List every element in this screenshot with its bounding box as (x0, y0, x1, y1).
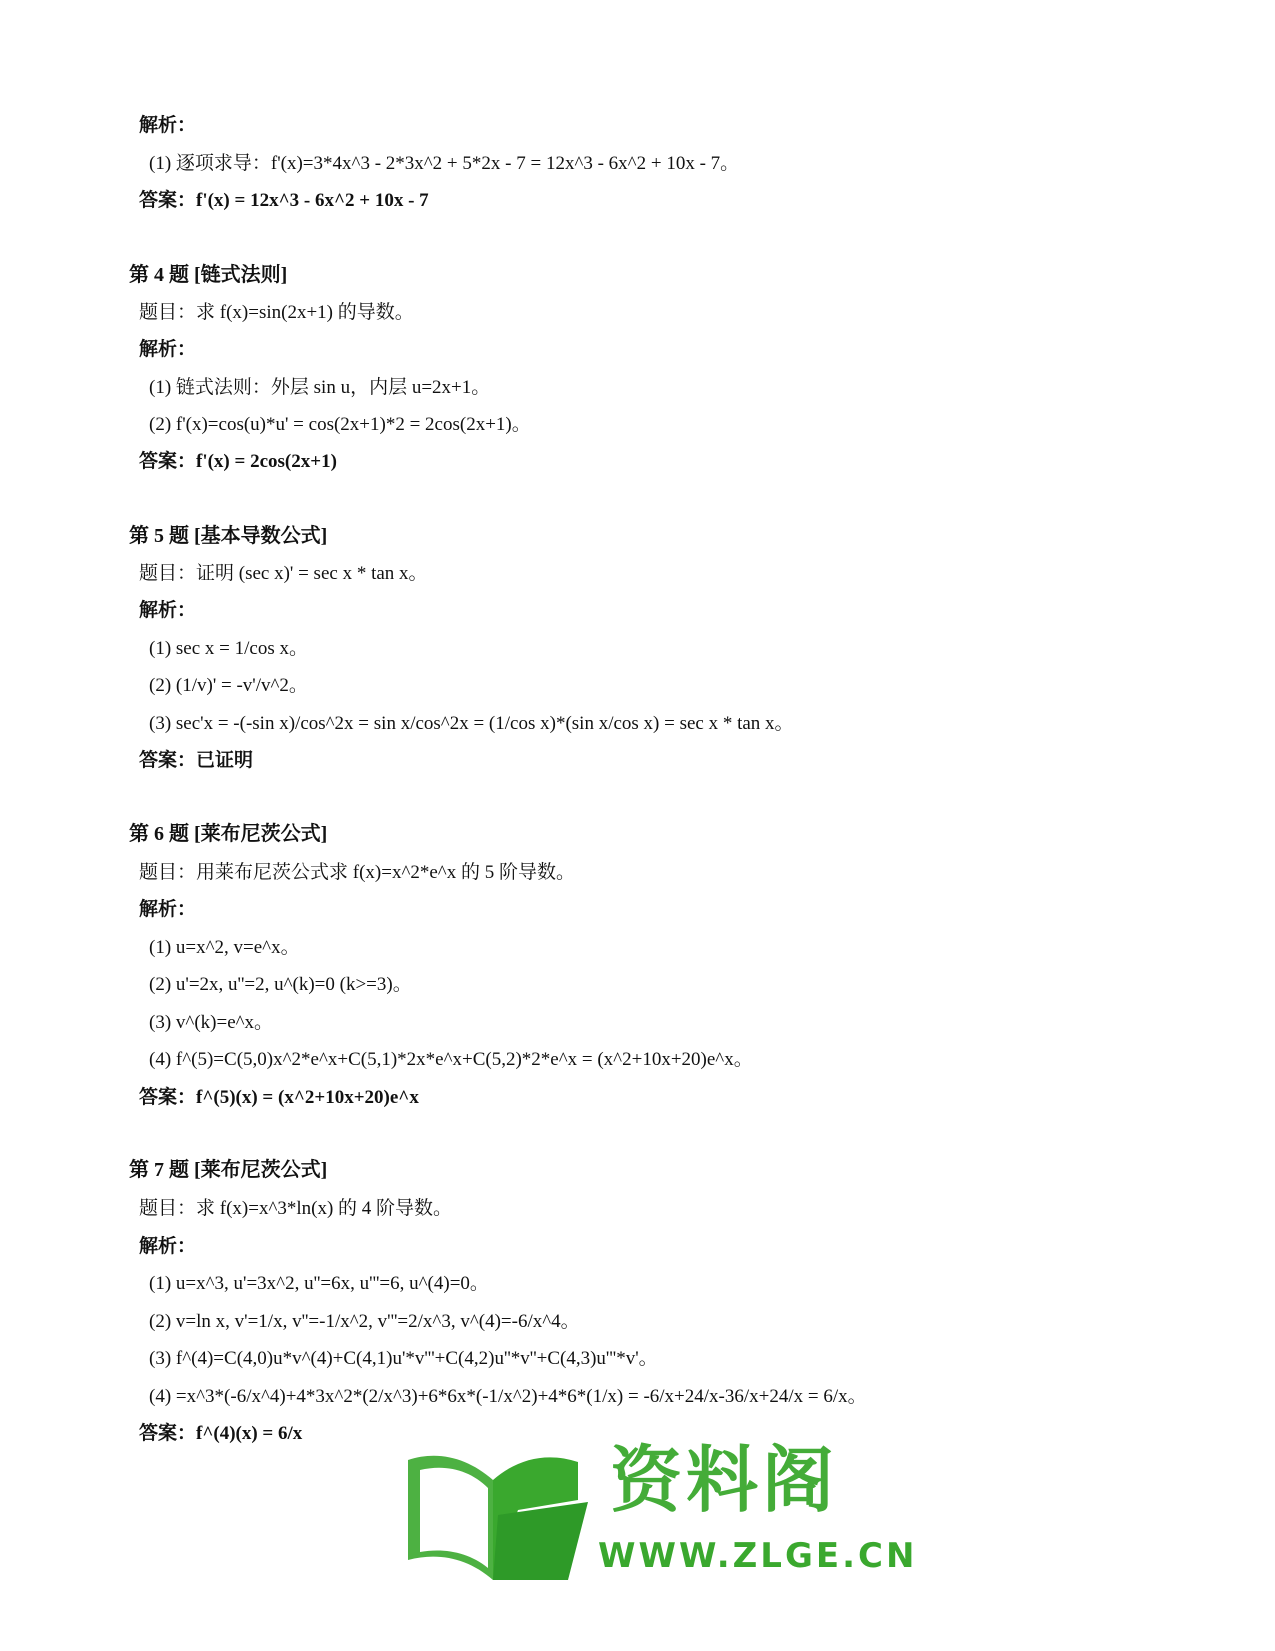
q4-step-2: (2) f'(x)=cos(u)*u' = cos(2x+1)*2 = 2cos(2x+1)。 (149, 414, 531, 435)
q7-question: 题目：求 f(x)=x^3*ln(x) 的 4 阶导数。 (139, 1198, 453, 1219)
q5-analysis-label: 解析： (139, 600, 197, 621)
book-folder-logo-icon (398, 1440, 598, 1590)
q7-answer: 答案：f^(4)(x) = 6/x (139, 1423, 303, 1444)
q6-question: 题目：用莱布尼茨公式求 f(x)=x^2*e^x 的 5 阶导数。 (139, 862, 575, 883)
q6-step-4: (4) f^(5)=C(5,0)x^2*e^x+C(5,1)*2x*e^x+C(5,2)*2*e^x = (x^2+10x+20)e^x。 (149, 1049, 753, 1070)
q6-analysis-label: 解析： (139, 899, 197, 920)
q7-step-3: (3) f^(4)=C(4,0)u*v^(4)+C(4,1)u'*v'''+C(4,2)u''*v''+C(4,3)u'''*v'。 (149, 1348, 658, 1369)
q7-step-2: (2) v=ln x, v'=1/x, v''=-1/x^2, v'''=2/x^3, v^(4)=-6/x^4。 (149, 1311, 580, 1332)
q7-heading: 第 7 题 [莱布尼茨公式] (129, 1159, 328, 1181)
q6-step-3: (3) v^(k)=e^x。 (149, 1012, 274, 1033)
q4-analysis-label: 解析： (139, 339, 197, 360)
q6-answer: 答案：f^(5)(x) = (x^2+10x+20)e^x (139, 1087, 419, 1108)
q6-step-1: (1) u=x^2, v=e^x。 (149, 937, 300, 958)
q6-heading: 第 6 题 [莱布尼茨公式] (129, 823, 328, 845)
q5-question: 题目：证明 (sec x)' = sec x * tan x。 (139, 563, 428, 584)
q5-step-2: (2) (1/v)' = -v'/v^2。 (149, 675, 308, 696)
q5-step-3: (3) sec'x = -(-sin x)/cos^2x = sin x/cos^2x = (1/cos x)*(sin x/cos x) = sec x * tan x。 (149, 713, 794, 734)
q4-question: 题目：求 f(x)=sin(2x+1) 的导数。 (139, 302, 414, 323)
q3-analysis-label: 解析： (139, 115, 197, 136)
q7-step-4: (4) =x^3*(-6/x^4)+4*3x^2*(2/x^3)+6*6x*(-1/x^2)+4*6*(1/x) = -6/x+24/x-36/x+24/x = 6/x。 (149, 1386, 867, 1407)
watermark-brand-url: WWW.ZLGE.CN (598, 1536, 918, 1576)
q3-answer: 答案：f'(x) = 12x^3 - 6x^2 + 10x - 7 (139, 190, 429, 211)
q3-step-1: (1) 逐项求导：f'(x)=3*4x^3 - 2*3x^2 + 5*2x - 7 = 12x^3 - 6x^2 + 10x - 7。 (149, 153, 740, 174)
q4-step-1: (1) 链式法则：外层 sin u，内层 u=2x+1。 (149, 377, 491, 398)
watermark-brand-cn: 资料阁 (610, 1438, 839, 1522)
q5-step-1: (1) sec x = 1/cos x。 (149, 638, 308, 659)
q7-analysis-label: 解析： (139, 1236, 197, 1257)
q5-heading: 第 5 题 [基本导数公式] (129, 525, 328, 547)
q6-step-2: (2) u'=2x, u''=2, u^(k)=0 (k>=3)。 (149, 974, 412, 995)
q4-heading: 第 4 题 [链式法则] (129, 264, 288, 286)
q7-step-1: (1) u=x^3, u'=3x^2, u''=6x, u'''=6, u^(4)=0。 (149, 1273, 489, 1294)
q5-answer: 答案：已证明 (139, 750, 254, 771)
q4-answer: 答案：f'(x) = 2cos(2x+1) (139, 451, 337, 472)
watermark (398, 1438, 918, 1590)
